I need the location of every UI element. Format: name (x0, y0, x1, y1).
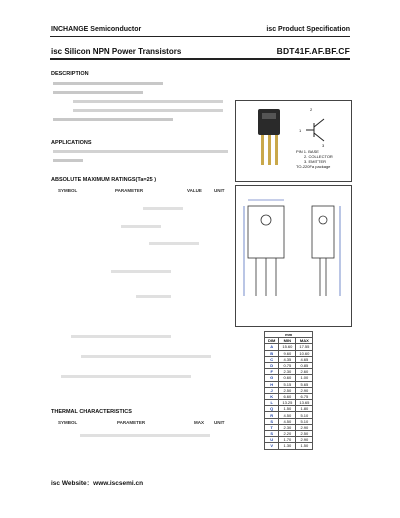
dims-table-body (265, 344, 313, 449)
package-type: TO-220Fa package (296, 164, 331, 169)
dims-cell-dim: A (265, 344, 279, 350)
dims-cell-dim: R (265, 412, 279, 418)
dims-cell-min: 2.20 (279, 431, 296, 437)
dims-cell-min: 13.25 (279, 400, 296, 406)
dims-cell-dim: G (265, 375, 279, 381)
faint-text-line (80, 434, 210, 437)
dims-cell-min: 2.50 (279, 387, 296, 393)
dims-unit: mm (265, 332, 313, 338)
dims-cell-max: 6.75 (296, 393, 313, 399)
dims-cell-min: 5.15 (279, 381, 296, 387)
dims-row (265, 431, 313, 437)
package-photo-panel (235, 100, 352, 182)
dimensions-table (264, 331, 313, 450)
dims-row (265, 424, 313, 430)
dims-cell-max: 2.90 (296, 424, 313, 430)
faint-text-line (53, 150, 228, 153)
company-name: INCHANGE Semiconductor (51, 26, 142, 33)
dims-col-max: MAX (296, 338, 313, 344)
thermal-col-symbol: SYMBOL (58, 420, 78, 425)
description-body (53, 82, 223, 121)
dims-cell-min: 1.30 (279, 443, 296, 449)
faint-text-line (53, 82, 163, 85)
faint-text-line (53, 91, 143, 94)
thermal-col-unit: UNIT (214, 420, 225, 425)
spec-label: isc Product Specification (266, 26, 350, 33)
pin-number-3: 3 (322, 143, 325, 148)
faint-text-line (73, 109, 223, 112)
dims-row (265, 443, 313, 449)
dims-cell-min: 0.60 (279, 375, 296, 381)
dims-cell-min: 15.60 (279, 344, 296, 350)
dims-cell-max: 13.65 (296, 400, 313, 406)
dims-cell-max: 1.80 (296, 406, 313, 412)
dims-row (265, 406, 313, 412)
faint-text-line (53, 159, 83, 162)
dims-cell-min: 2.30 (279, 369, 296, 375)
dims-row (265, 412, 313, 418)
dims-cell-min: 6.60 (279, 393, 296, 399)
ratings-col-value: VALUE (187, 188, 202, 193)
dims-cell-max: 5.10 (296, 412, 313, 418)
dims-col-min: MIN (279, 338, 296, 344)
ratings-col-parameter: PARAMETER (115, 188, 144, 193)
dims-cell-max: 0.85 (296, 362, 313, 368)
package-outline-drawing (236, 186, 351, 326)
dims-row (265, 369, 313, 375)
dims-cell-min: 2.30 (279, 424, 296, 430)
dims-cell-max: 2.60 (296, 369, 313, 375)
applications-body (53, 150, 228, 162)
dims-cell-max: 4.65 (296, 356, 313, 362)
dims-cell-dim: S (265, 418, 279, 424)
dims-cell-max: 10.60 (296, 350, 313, 356)
dims-cell-max: 2.90 (296, 437, 313, 443)
dims-cell-dim: Q (265, 406, 279, 412)
dims-row (265, 437, 313, 443)
thermal-col-max: MAX (194, 420, 204, 425)
dims-cell-dim: F (265, 369, 279, 375)
header-divider (50, 36, 350, 37)
dims-cell-dim: V (265, 443, 279, 449)
dims-row (265, 381, 313, 387)
dims-row (265, 350, 313, 356)
thermal-col-parameter: PARAMETER (117, 420, 146, 425)
dims-col-dim: DIM (265, 338, 279, 344)
doc-title: isc Silicon NPN Power Transistors (51, 47, 182, 56)
faint-text-line (53, 118, 173, 121)
ratings-table-body (51, 195, 231, 395)
dims-cell-min: 1.70 (279, 437, 296, 443)
applications-heading: APPLICATIONS (51, 140, 92, 146)
dims-row (265, 344, 313, 350)
pin-number-1: 1 (299, 128, 302, 133)
dims-cell-dim: S (265, 431, 279, 437)
dims-cell-min: 4.50 (279, 418, 296, 424)
dims-cell-dim: L (265, 400, 279, 406)
faint-text-line (73, 100, 223, 103)
dims-cell-dim: B (265, 350, 279, 356)
dims-cell-max: 17.55 (296, 344, 313, 350)
dims-cell-dim: T (265, 424, 279, 430)
dims-cell-dim: H (265, 381, 279, 387)
dims-row (265, 418, 313, 424)
dims-cell-dim: K (265, 393, 279, 399)
ratings-col-symbol: SYMBOL (58, 188, 78, 193)
ratings-col-unit: UNIT (214, 188, 225, 193)
dims-cell-dim: J (265, 387, 279, 393)
dims-row (265, 393, 313, 399)
dims-row (265, 356, 313, 362)
dims-cell-min: 4.50 (279, 412, 296, 418)
description-heading: DESCRIPTION (51, 71, 89, 77)
title-divider (50, 58, 350, 60)
transistor-photo (236, 101, 351, 181)
dims-row (265, 400, 313, 406)
dims-cell-min: 0.75 (279, 362, 296, 368)
dims-cell-dim: D (265, 362, 279, 368)
part-number: BDT41F.AF.BF.CF (276, 46, 350, 56)
dims-row (265, 375, 313, 381)
package-drawing-panel (235, 185, 352, 327)
pin-legend-emitter: 3. EMITTER (304, 159, 327, 164)
ratings-heading: ABSOLUTE MAXIMUM RATINGS(Ta=25 ) (51, 177, 157, 183)
dims-cell-min: 1.50 (279, 406, 296, 412)
dims-cell-dim: U (265, 437, 279, 443)
dims-cell-max: 1.00 (296, 375, 313, 381)
dims-cell-min: 4.35 (279, 356, 296, 362)
pin-legend-collector: 2. COLLECTOR (304, 154, 333, 159)
pin-legend (296, 149, 333, 169)
dims-cell-max: 5.65 (296, 381, 313, 387)
dims-row (265, 387, 313, 393)
dims-row (265, 362, 313, 368)
footer-website: isc Website：www.iscsemi.cn (51, 480, 144, 487)
pin-number-2: 2 (310, 107, 313, 112)
dims-cell-min: 9.60 (279, 350, 296, 356)
pin-legend-base: PIN 1. BASE (296, 149, 319, 154)
dims-cell-dim: C (265, 356, 279, 362)
thermal-heading: THERMAL CHARACTERISTICS (51, 409, 132, 415)
dims-cell-max: 2.90 (296, 387, 313, 393)
dims-cell-max: 2.50 (296, 431, 313, 437)
dims-cell-max: 1.50 (296, 443, 313, 449)
dims-cell-max: 5.10 (296, 418, 313, 424)
